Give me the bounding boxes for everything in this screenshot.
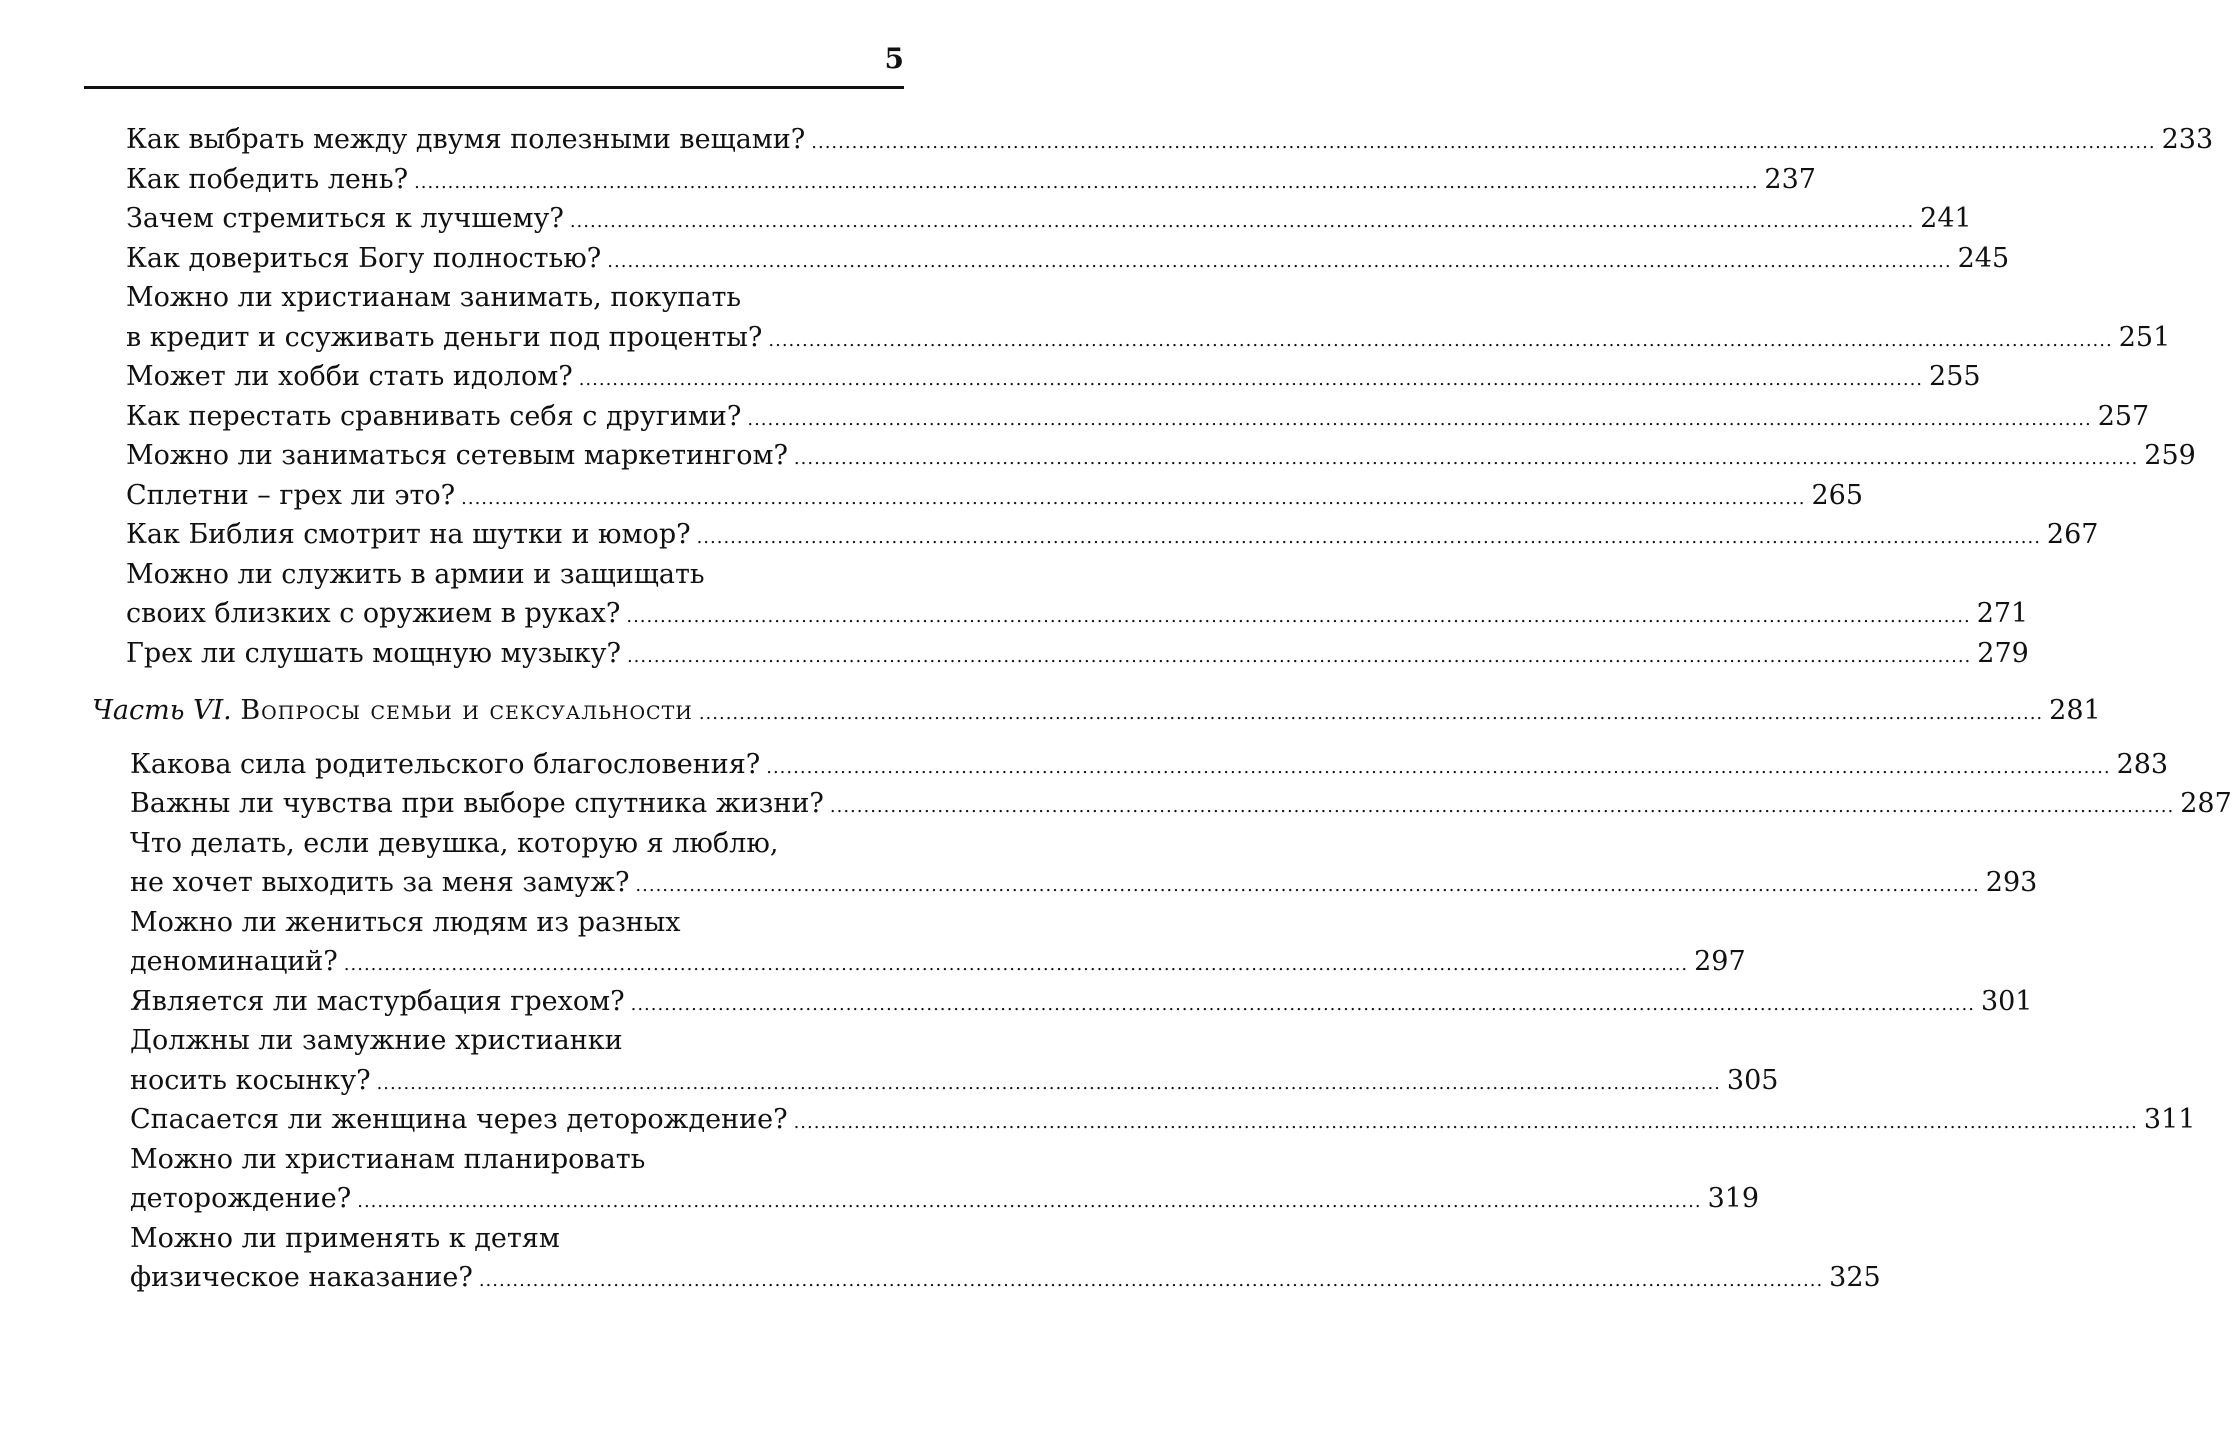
toc-entry-title: Как выбрать между двумя полезными вещами?	[126, 124, 806, 155]
toc-entry-line	[0, 828, 1000, 868]
toc-entry-line	[0, 440, 2196, 480]
page-number: 5	[884, 42, 904, 75]
dot-leader: ........................................................................................................................................................................................................	[829, 796, 2175, 817]
toc-entry-title: Можно ли служить в армии и защищать	[126, 558, 705, 590]
toc-entry-page-number: 237	[1764, 163, 1816, 195]
dot-leader: ........................................................................................................................................................................................................	[630, 993, 1975, 1015]
toc-entry-line	[0, 361, 1981, 401]
toc-entry-page-number: 297	[1694, 946, 1746, 977]
toc-entry-title: в кредит и ссуживать деньги под проценты?	[126, 321, 763, 353]
dot-leader: ........................................................................................................................................................................................................	[626, 645, 1972, 667]
toc-entry-line	[0, 242, 2010, 283]
toc-entry-line	[0, 748, 2169, 789]
dot-leader: ........................................................................................................................................................................................................	[635, 875, 1980, 896]
dot-leader: ........................................................................................................................................................................................................	[578, 369, 1924, 390]
toc-entry-line	[0, 203, 1972, 243]
toc-part-heading	[0, 695, 2101, 735]
toc-entry-line	[0, 321, 2171, 362]
toc-entry-page-number: 283	[2116, 748, 2169, 780]
toc-entry-page-number: 233	[2161, 124, 2214, 155]
toc-entry-title: Можно ли жениться людям из разных	[130, 906, 681, 938]
toc-entry-page-number: 265	[1811, 479, 1864, 511]
table-of-contents	[0, 124, 2232, 1302]
toc-entry-page-number: 267	[2046, 519, 2099, 550]
dot-leader: ........................................................................................................................................................................................................	[811, 132, 2156, 153]
part-title: Вопросы семьи и сексуальности	[240, 695, 693, 726]
dot-leader: ........................................................................................................................................................................................................	[768, 329, 2113, 351]
dot-leader: ........................................................................................................................................................................................................	[607, 250, 1952, 272]
toc-entry-title: Можно ли заниматься сетевым маркетингом?	[126, 440, 788, 471]
toc-entry-line	[0, 1104, 2196, 1144]
dot-leader: ........................................................................................................................................................................................................	[766, 756, 2111, 778]
toc-entry-line	[0, 400, 2150, 441]
toc-entry-line	[0, 907, 1000, 947]
toc-entry-title: Как перестать сравнивать себя с другими?	[126, 400, 742, 432]
toc-entry-line	[0, 637, 2029, 678]
toc-entry-title: Грех ли слушать мощную музыку?	[126, 637, 621, 669]
toc-entry-line	[0, 985, 2033, 1026]
toc-entry-line	[0, 559, 1000, 599]
toc-entry-title: Важны ли чувства при выборе спутника жизни?	[130, 788, 824, 819]
dot-leader: ........................................................................................................................................................................................................	[569, 211, 1915, 232]
toc-entry-page-number: 245	[1957, 242, 2010, 274]
toc-section-a	[0, 124, 2214, 677]
toc-entry-line	[0, 1183, 1760, 1223]
toc-entry-line	[0, 946, 1746, 986]
dot-leader: ........................................................................................................................................................................................................	[698, 703, 2044, 724]
toc-entry-page-number: 251	[2118, 321, 2171, 353]
toc-entry-page-number: 325	[1829, 1262, 1881, 1293]
dot-leader: ........................................................................................................................................................................................................	[461, 487, 1806, 509]
toc-section-b	[0, 748, 2232, 1302]
toc-entry-page-number: 305	[1726, 1064, 1779, 1096]
toc-entry-page-number: 301	[1980, 985, 2033, 1017]
toc-entry-title: физическое наказание?	[130, 1262, 473, 1293]
toc-entry-title: Сплетни – грех ли это?	[126, 479, 456, 511]
toc-entry-title: Должны ли замужние христианки	[130, 1025, 623, 1056]
toc-entry-title: Как победить лень?	[126, 163, 409, 195]
toc-entry-title: Как довериться Богу полностью?	[126, 242, 602, 274]
dot-leader: ........................................................................................................................................................................................................	[343, 954, 1689, 975]
toc-entry-line	[0, 788, 2232, 828]
toc-entry-title: своих близких с оружием в руках?	[126, 598, 621, 629]
toc-entry-title: Является ли мастурбация грехом?	[130, 985, 625, 1017]
part-page-number: 281	[2049, 695, 2101, 726]
dot-leader: ........................................................................................................................................................................................................	[414, 171, 1759, 193]
toc-entry-line	[0, 479, 1864, 520]
toc-entry-page-number: 257	[2097, 400, 2150, 432]
toc-entry-page-number: 311	[2143, 1104, 2196, 1135]
toc-entry-line	[0, 519, 2099, 559]
toc-entry-title: деторождение?	[130, 1183, 352, 1214]
toc-entry-page-number: 287	[2180, 788, 2232, 819]
header-rule	[84, 86, 904, 89]
toc-entry-page-number: 259	[2144, 440, 2196, 471]
toc-entry-page-number: 279	[1977, 637, 2029, 669]
dot-leader: ........................................................................................................................................................................................................	[376, 1072, 1721, 1094]
toc-entry-line	[0, 867, 2038, 907]
part-label: Часть VI.	[92, 695, 232, 726]
toc-entry-title: не хочет выходить за меня замуж?	[130, 867, 630, 898]
toc-entry-title: Спасается ли женщина через деторождение?	[130, 1104, 788, 1135]
toc-entry-title: Можно ли христианам занимать, покупать	[126, 282, 742, 313]
toc-entry-page-number: 319	[1707, 1183, 1760, 1214]
toc-entry-line	[0, 1064, 1779, 1105]
toc-entry-page-number: 255	[1929, 361, 1981, 392]
toc-entry-line	[0, 1223, 1000, 1263]
toc-entry-title: Какова сила родительского благословения?	[130, 748, 761, 780]
toc-entry-line	[0, 163, 1816, 204]
toc-entry-page-number: 271	[1976, 598, 2029, 629]
toc-entry-line	[0, 282, 1000, 322]
toc-entry-title: Что делать, если девушка, которую я люблю,	[130, 827, 779, 859]
dot-leader: ........................................................................................................................................................................................................	[747, 408, 2092, 430]
toc-entry-title: Можно ли христианам планировать	[130, 1143, 646, 1175]
dot-leader: ........................................................................................................................................................................................................	[478, 1270, 1824, 1291]
toc-entry-title: Как Библия смотрит на шутки и юмор?	[126, 519, 691, 550]
toc-entry-title: Зачем стремиться к лучшему?	[126, 203, 564, 234]
dot-leader: ........................................................................................................................................................................................................	[626, 606, 1971, 627]
dot-leader: ........................................................................................................................................................................................................	[793, 1112, 2138, 1133]
toc-entry-line	[0, 1262, 1881, 1302]
toc-entry-line	[0, 124, 2214, 164]
toc-entry-line	[0, 598, 2029, 638]
toc-entry-line	[0, 1144, 1000, 1184]
toc-entry-page-number: 293	[1985, 867, 2038, 898]
dot-leader: ........................................................................................................................................................................................................	[357, 1191, 1702, 1212]
dot-leader: ........................................................................................................................................................................................................	[696, 527, 2041, 548]
toc-entry-title: носить косынку?	[130, 1064, 371, 1096]
toc-entry-title: Может ли хобби стать идолом?	[126, 361, 573, 392]
part-heading-text	[92, 695, 693, 726]
dot-leader: ........................................................................................................................................................................................................	[793, 448, 2139, 469]
toc-entry-title: деноминаций?	[130, 946, 338, 977]
toc-entry-title: Можно ли применять к детям	[130, 1222, 560, 1254]
toc-entry-line	[0, 1025, 1000, 1065]
toc-entry-page-number: 241	[1920, 203, 1972, 234]
